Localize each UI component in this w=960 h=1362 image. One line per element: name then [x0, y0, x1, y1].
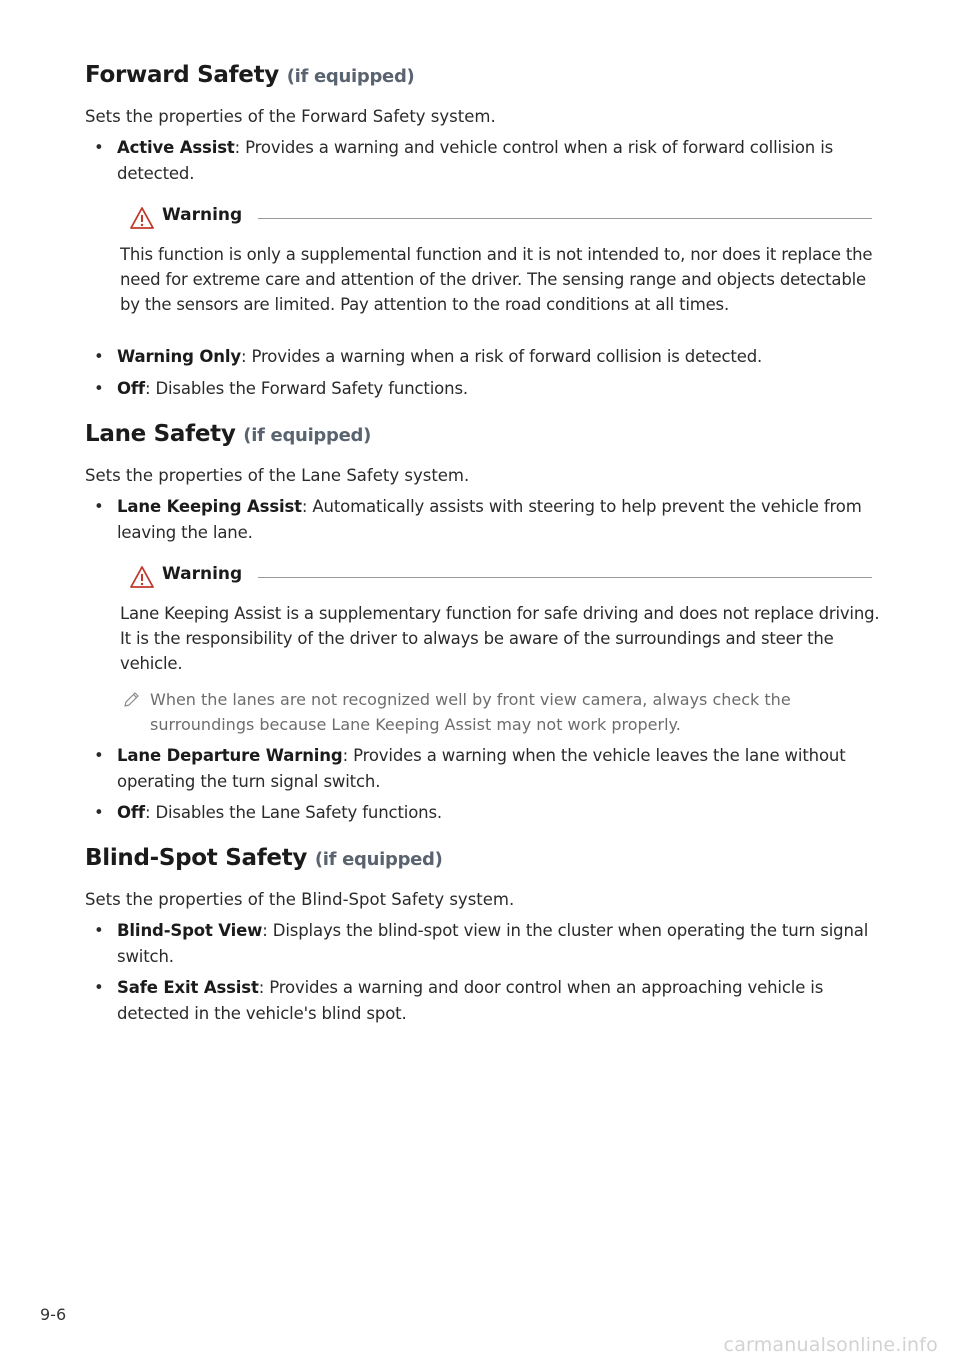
warning-divider	[258, 218, 872, 219]
forward-warning-text: This function is only a supplemental function and it is not intended to, nor does it replace the need for extreme care and attention of the driver. The sensing range and objects detectable by the sensors are limited. Pay attention to the road conditions at all times.	[120, 245, 873, 314]
warning-label: Warning	[162, 564, 243, 584]
bullet-term: Blind-Spot View	[117, 921, 263, 940]
warning-label: Warning	[162, 205, 243, 225]
page-number: 9-6	[40, 1305, 67, 1324]
bullet-dot: •	[94, 978, 104, 997]
forward-safety-heading	[85, 62, 414, 88]
bullet-active-assist	[85, 135, 885, 186]
bullet-dot: •	[94, 803, 104, 822]
lane-warning-text: Lane Keeping Assist is a supplementary function for safe driving and does not replace driving. It is the responsibility of the driver to always be aware of the surroundings and steer the vehicle.	[120, 604, 880, 673]
bullet-term: Active Assist	[117, 138, 235, 157]
warning-divider	[258, 577, 872, 578]
note-text: When the lanes are not recognized well by front view camera, always check the surroundings because Lane Keeping Assist may not work properly.	[150, 690, 791, 734]
bullet-text: : Disables the Forward Safety functions.	[144, 379, 468, 398]
bullet-dot: •	[94, 347, 104, 366]
bullet-term: Lane Keeping Assist	[117, 497, 302, 516]
lane-safety-intro: Sets the properties of the Lane Safety system.	[85, 466, 470, 485]
bullet-dot: •	[94, 921, 104, 940]
warning-icon	[130, 206, 154, 230]
bullet-text: : Provides a warning and vehicle control when a risk of forward collision is detected.	[117, 138, 834, 183]
forward-safety-title: Forward Safety	[85, 62, 279, 88]
bullet-lane-keeping-assist	[85, 494, 885, 545]
bullet-dot: •	[94, 138, 104, 157]
bullet-term: Safe Exit Assist	[117, 978, 259, 997]
bullet-lane-off	[85, 800, 885, 826]
blind-spot-safety-intro: Sets the properties of the Blind-Spot Safety system.	[85, 890, 515, 909]
bullet-blind-spot-view	[85, 918, 885, 969]
pencil-icon	[122, 691, 140, 709]
lane-safety-qualifier: (if equipped)	[243, 425, 372, 446]
bullet-dot: •	[94, 379, 104, 398]
blind-spot-safety-title: Blind-Spot Safety	[85, 845, 308, 871]
bullet-safe-exit-assist	[85, 975, 885, 1026]
bullet-text: : Provides a warning when a risk of forward collision is detected.	[240, 347, 763, 366]
bullet-term: Warning Only	[117, 347, 241, 366]
bullet-text: : Disables the Lane Safety functions.	[144, 803, 442, 822]
warning-icon	[130, 565, 154, 589]
watermark: carmanualsonline.info	[723, 1334, 938, 1356]
forward-safety-qualifier: (if equipped)	[286, 66, 415, 87]
lane-note	[120, 687, 860, 737]
lane-safety-title: Lane Safety	[85, 421, 236, 447]
bullet-forward-off	[85, 376, 885, 402]
bullet-term: Off	[117, 379, 145, 398]
lane-safety-heading	[85, 421, 371, 447]
bullet-term: Off	[117, 803, 145, 822]
bullet-term: Lane Departure Warning	[117, 746, 343, 765]
blind-spot-safety-qualifier: (if equipped)	[314, 849, 443, 870]
bullet-lane-departure-warning	[85, 743, 885, 794]
bullet-text: : Displays the blind-spot view in the cluster when operating the turn signal switch.	[117, 921, 869, 966]
bullet-text: : Provides a warning when the vehicle leaves the lane without operating the turn signal switch.	[117, 746, 846, 791]
bullet-warning-only	[85, 344, 885, 370]
forward-safety-intro: Sets the properties of the Forward Safety system.	[85, 107, 496, 126]
bullet-text: : Provides a warning and door control when an approaching vehicle is detected in the vehicle's blind spot.	[117, 978, 824, 1023]
bullet-dot: •	[94, 497, 104, 516]
bullet-text: : Automatically assists with steering to help prevent the vehicle from leaving the lane.	[117, 497, 862, 542]
bullet-dot: •	[94, 746, 104, 765]
lane-warning-header	[120, 565, 872, 591]
blind-spot-safety-heading	[85, 845, 443, 871]
forward-warning-header	[120, 206, 872, 232]
